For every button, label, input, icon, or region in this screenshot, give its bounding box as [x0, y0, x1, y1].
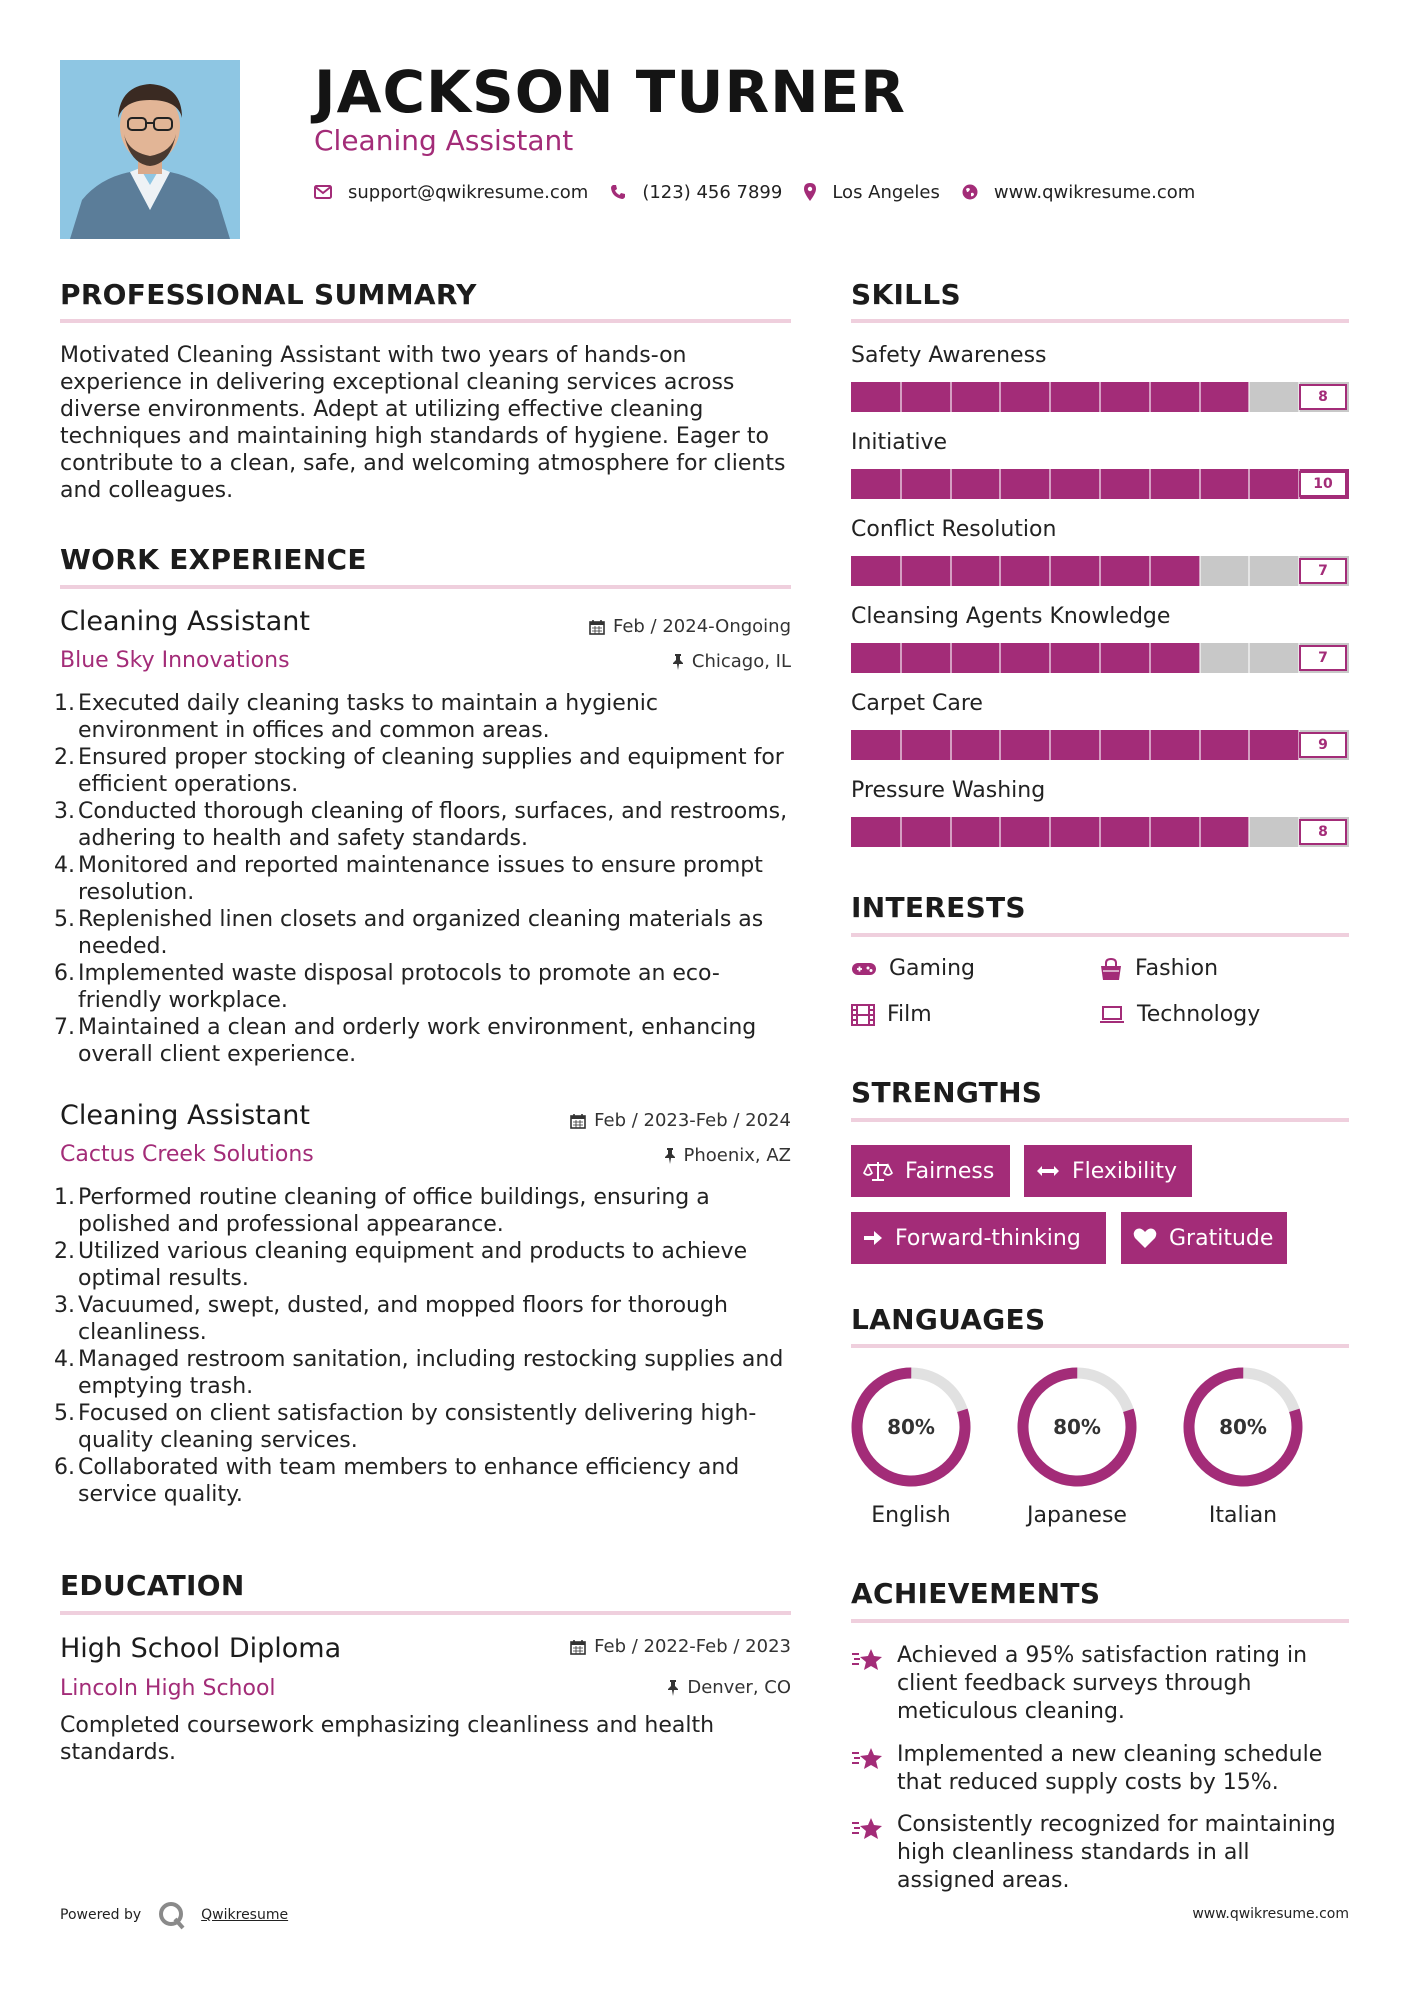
- skill-bar: [851, 643, 1349, 673]
- skill-segment-divider: [900, 382, 902, 412]
- list-item: 6. Implemented waste disposal protocols to promote an eco-friendly workplace.: [54, 961, 720, 1013]
- summary-heading: PROFESSIONAL SUMMARY: [60, 278, 477, 311]
- pin-icon: [667, 1680, 679, 1696]
- strength-chip: [1024, 1145, 1192, 1197]
- list-item: 4. Monitored and reported maintenance issues to ensure prompt resolution.: [54, 853, 763, 905]
- skill-segment-divider: [1099, 469, 1101, 499]
- skill-fill: [851, 643, 1200, 673]
- interest-label: Fashion: [1135, 956, 1219, 981]
- interest-label: Film: [887, 1002, 932, 1027]
- strengths-heading: STRENGTHS: [851, 1076, 1043, 1109]
- laptop-icon: [1099, 1006, 1125, 1024]
- phone-text: (123) 456 7899: [642, 181, 783, 203]
- strength-chip: [851, 1212, 1106, 1264]
- skill-segment-divider: [900, 469, 902, 499]
- skill-label: Cleansing Agents Knowledge: [851, 604, 1171, 629]
- interest-technology: [1099, 1002, 1260, 1027]
- language-percent: 80%: [1053, 1415, 1101, 1439]
- skill-segment-divider: [950, 556, 952, 586]
- job-1-date: [589, 616, 791, 637]
- phone-icon: [610, 184, 626, 200]
- skill-segment-divider: [1149, 643, 1151, 673]
- education-date-text: Feb / 2022-Feb / 2023: [594, 1636, 791, 1657]
- list-item: 4. Managed restroom sanitation, including restocking supplies and emptying trash.: [54, 1347, 784, 1399]
- section-divider: [851, 319, 1349, 323]
- balance-scale-icon: [863, 1160, 893, 1182]
- skill-segment-divider: [1049, 382, 1051, 412]
- strength-label: Flexibility: [1072, 1158, 1177, 1184]
- skill-segment-divider: [950, 730, 952, 760]
- skill-segment-divider: [1099, 556, 1101, 586]
- job-title: Cleaning Assistant: [314, 124, 574, 157]
- skill-segment-divider: [1049, 469, 1051, 499]
- achievement-item: [851, 1642, 1351, 1726]
- strength-label: Forward-thinking: [895, 1225, 1081, 1251]
- achievements-heading: ACHIEVEMENTS: [851, 1577, 1101, 1610]
- skill-bar: [851, 817, 1349, 847]
- skill-segment-divider: [1099, 643, 1101, 673]
- skill-label: Conflict Resolution: [851, 517, 1057, 542]
- candidate-name: JACKSON TURNER: [314, 58, 906, 126]
- skill-bar: [851, 730, 1349, 760]
- achievement-item: [851, 1811, 1351, 1895]
- pin-icon: [664, 1148, 676, 1164]
- skill-segment-divider: [1049, 817, 1051, 847]
- education-location: [667, 1677, 791, 1698]
- skill-segment-divider: [1199, 643, 1201, 673]
- list-item: 2. Utilized various cleaning equipment and products to achieve optimal results.: [54, 1239, 748, 1291]
- interest-fashion: [1099, 956, 1218, 981]
- skill-segment-divider: [1099, 382, 1101, 412]
- contact-phone[interactable]: [610, 182, 782, 203]
- skill-segment-divider: [950, 817, 952, 847]
- job-2-location: [664, 1145, 792, 1166]
- section-divider: [851, 1619, 1349, 1623]
- qwikresume-logo-icon: [157, 1900, 187, 1930]
- pin-icon: [672, 654, 684, 670]
- skill-label: Pressure Washing: [851, 778, 1046, 803]
- languages-heading: LANGUAGES: [851, 1303, 1046, 1336]
- skill-segment-divider: [1099, 817, 1101, 847]
- list-item: 6. Collaborated with team members to enhance efficiency and service quality.: [54, 1455, 740, 1507]
- contact-email[interactable]: [314, 182, 588, 203]
- language-ring-italian: [1182, 1366, 1304, 1488]
- job-2-company: Cactus Creek Solutions: [60, 1142, 314, 1167]
- list-item: 1. Executed daily cleaning tasks to maintain a hygienic environment in offices and common areas.: [54, 691, 658, 743]
- skill-level: 10: [1299, 471, 1347, 497]
- skill-label: Safety Awareness: [851, 343, 1047, 368]
- skill-segment-divider: [1199, 382, 1201, 412]
- skill-segment-divider: [1099, 730, 1101, 760]
- strength-chip: [1121, 1212, 1287, 1264]
- skill-bar: [851, 469, 1349, 499]
- website-text: www.qwikresume.com: [993, 181, 1196, 203]
- language-label: English: [871, 1503, 951, 1528]
- achievement-item: [851, 1741, 1351, 1797]
- section-divider: [851, 1344, 1349, 1348]
- contact-website[interactable]: [962, 182, 1195, 203]
- skill-fill: [851, 730, 1299, 760]
- skill-segment-divider: [1199, 556, 1201, 586]
- skill-segment-divider: [999, 730, 1001, 760]
- location-text: Los Angeles: [832, 181, 940, 203]
- strength-label: Gratitude: [1169, 1225, 1274, 1251]
- skill-fill: [851, 556, 1200, 586]
- skill-segment-divider: [1149, 382, 1151, 412]
- envelope-icon: [314, 185, 332, 199]
- skill-segment-divider: [1149, 556, 1151, 586]
- skill-segment-divider: [1248, 382, 1250, 412]
- job-2-location-text: Phoenix, AZ: [683, 1145, 791, 1166]
- skill-segment-divider: [950, 643, 952, 673]
- skill-segment-divider: [1248, 469, 1250, 499]
- skill-segment-divider: [1199, 469, 1201, 499]
- skill-level: 9: [1299, 732, 1347, 758]
- skill-segment-divider: [1049, 730, 1051, 760]
- skill-segment-divider: [999, 817, 1001, 847]
- skill-segment-divider: [1149, 469, 1151, 499]
- gamepad-icon: [851, 961, 877, 977]
- qwikresume-link[interactable]: Qwikresume: [201, 1907, 289, 1923]
- list-item: 2. Ensured proper stocking of cleaning supplies and equipment for efficient operations.: [54, 745, 784, 797]
- achievement-text: Consistently recognized for maintaining high cleanliness standards in all assigned areas.: [897, 1812, 1336, 1893]
- arrows-horizontal-icon: [1036, 1164, 1060, 1178]
- skill-bar: [851, 382, 1349, 412]
- skills-heading: SKILLS: [851, 278, 961, 311]
- footer-website[interactable]: www.qwikresume.com: [1192, 1906, 1349, 1922]
- job-2-date-text: Feb / 2023-Feb / 2024: [594, 1110, 791, 1131]
- list-item: 1. Performed routine cleaning of office buildings, ensuring a polished and professional appearance.: [54, 1185, 710, 1237]
- skill-segment-divider: [1199, 730, 1201, 760]
- strength-label: Fairness: [905, 1158, 995, 1184]
- shooting-star-icon: [851, 1815, 885, 1843]
- list-item: 3. Vacuumed, swept, dusted, and mopped floors for thorough cleanliness.: [54, 1293, 728, 1345]
- skill-segment-divider: [999, 382, 1001, 412]
- education-heading: EDUCATION: [60, 1569, 245, 1602]
- contact-location: [804, 182, 940, 203]
- section-divider: [851, 1118, 1349, 1122]
- skill-level: 8: [1299, 384, 1347, 410]
- calendar-icon: [570, 1639, 586, 1655]
- section-divider: [60, 1611, 791, 1615]
- interest-gaming: [851, 956, 975, 981]
- skill-segment-divider: [1049, 556, 1051, 586]
- skill-segment-divider: [1149, 730, 1151, 760]
- skill-segment-divider: [1248, 556, 1250, 586]
- skill-segment-divider: [900, 556, 902, 586]
- list-item: 3. Conducted thorough cleaning of floors, surfaces, and restrooms, adhering to health and safety standards.: [54, 799, 788, 851]
- job-1-location: [672, 651, 791, 672]
- interest-film: [851, 1002, 932, 1027]
- skill-segment-divider: [1248, 643, 1250, 673]
- skill-segment-divider: [1248, 817, 1250, 847]
- arrow-right-icon: [863, 1229, 883, 1247]
- job-1-company: Blue Sky Innovations: [60, 648, 290, 673]
- experience-heading: WORK EXPERIENCE: [60, 543, 367, 576]
- skill-level: 7: [1299, 558, 1347, 584]
- education-description: Completed coursework emphasizing cleanliness and health standards.: [60, 1713, 715, 1765]
- skill-segment-divider: [1199, 817, 1201, 847]
- language-label: Italian: [1208, 1503, 1278, 1528]
- interest-label: Technology: [1137, 1002, 1261, 1027]
- skill-segment-divider: [950, 469, 952, 499]
- globe-icon: [962, 184, 978, 200]
- map-marker-icon: [804, 183, 816, 201]
- job-2-title: Cleaning Assistant: [60, 1100, 310, 1131]
- skill-segment-divider: [900, 817, 902, 847]
- language-label: Japanese: [1027, 1503, 1127, 1528]
- language-percent: 80%: [1219, 1415, 1267, 1439]
- email-text: support@qwikresume.com: [348, 181, 589, 203]
- language-ring-japanese: [1016, 1366, 1138, 1488]
- job-1-bullets: [54, 690, 795, 1068]
- education-school: Lincoln High School: [60, 1676, 276, 1701]
- education-degree: High School Diploma: [60, 1633, 342, 1664]
- profile-photo: [60, 60, 240, 239]
- shooting-star-icon: [851, 1745, 885, 1773]
- list-item: 7. Maintained a clean and orderly work environment, enhancing overall client experience.: [54, 1015, 757, 1067]
- skill-label: Carpet Care: [851, 691, 983, 716]
- skill-segment-divider: [1248, 730, 1250, 760]
- section-divider: [60, 585, 791, 589]
- section-divider: [851, 933, 1349, 937]
- skill-label: Initiative: [851, 430, 948, 455]
- footer-powered-by: [60, 1900, 288, 1930]
- strength-chip: [851, 1145, 1010, 1197]
- job-1-date-text: Feb / 2024-Ongoing: [612, 616, 791, 637]
- shopping-bag-icon: [1099, 958, 1123, 980]
- interests-heading: INTERESTS: [851, 891, 1026, 924]
- skill-segment-divider: [999, 469, 1001, 499]
- job-2-date: [570, 1110, 791, 1131]
- achievement-text: Implemented a new cleaning schedule that reduced supply costs by 15%.: [897, 1742, 1323, 1795]
- list-item: 5. Focused on client satisfaction by consistently delivering high-quality cleaning services.: [54, 1401, 757, 1453]
- skill-bar: [851, 556, 1349, 586]
- skill-segment-divider: [999, 556, 1001, 586]
- language-percent: 80%: [887, 1415, 935, 1439]
- skill-segment-divider: [1049, 643, 1051, 673]
- heart-icon: [1133, 1227, 1157, 1249]
- section-divider: [60, 319, 791, 323]
- job-1-title: Cleaning Assistant: [60, 606, 310, 637]
- summary-text: Motivated Cleaning Assistant with two years of hands-on experience in delivering exceptional cleaning services across diverse environments. Adept at utilizing effective cleaning techniques and maintaining high standards of hygiene. Eager to contribute to a clean, safe, and welcoming atmosphere for clients and colleagues.: [60, 343, 786, 503]
- language-ring-english: [850, 1366, 972, 1488]
- list-item: 5. Replenished linen closets and organized cleaning materials as needed.: [54, 907, 764, 959]
- education-location-text: Denver, CO: [687, 1677, 791, 1698]
- skill-segment-divider: [999, 643, 1001, 673]
- skill-segment-divider: [900, 643, 902, 673]
- achievement-text: Achieved a 95% satisfaction rating in client feedback surveys through meticulous cleaning.: [897, 1643, 1308, 1724]
- shooting-star-icon: [851, 1646, 885, 1674]
- skill-segment-divider: [950, 382, 952, 412]
- calendar-icon: [589, 619, 605, 635]
- education-date: [570, 1636, 791, 1657]
- skill-segment-divider: [900, 730, 902, 760]
- powered-by-text: Powered by: [60, 1907, 142, 1923]
- contact-bar: [314, 180, 1217, 204]
- job-1-location-text: Chicago, IL: [691, 651, 791, 672]
- interest-label: Gaming: [889, 956, 975, 981]
- skill-level: 7: [1299, 645, 1347, 671]
- film-icon: [851, 1004, 875, 1026]
- calendar-icon: [570, 1113, 586, 1129]
- skill-segment-divider: [1149, 817, 1151, 847]
- skill-level: 8: [1299, 819, 1347, 845]
- job-2-bullets: [54, 1184, 795, 1508]
